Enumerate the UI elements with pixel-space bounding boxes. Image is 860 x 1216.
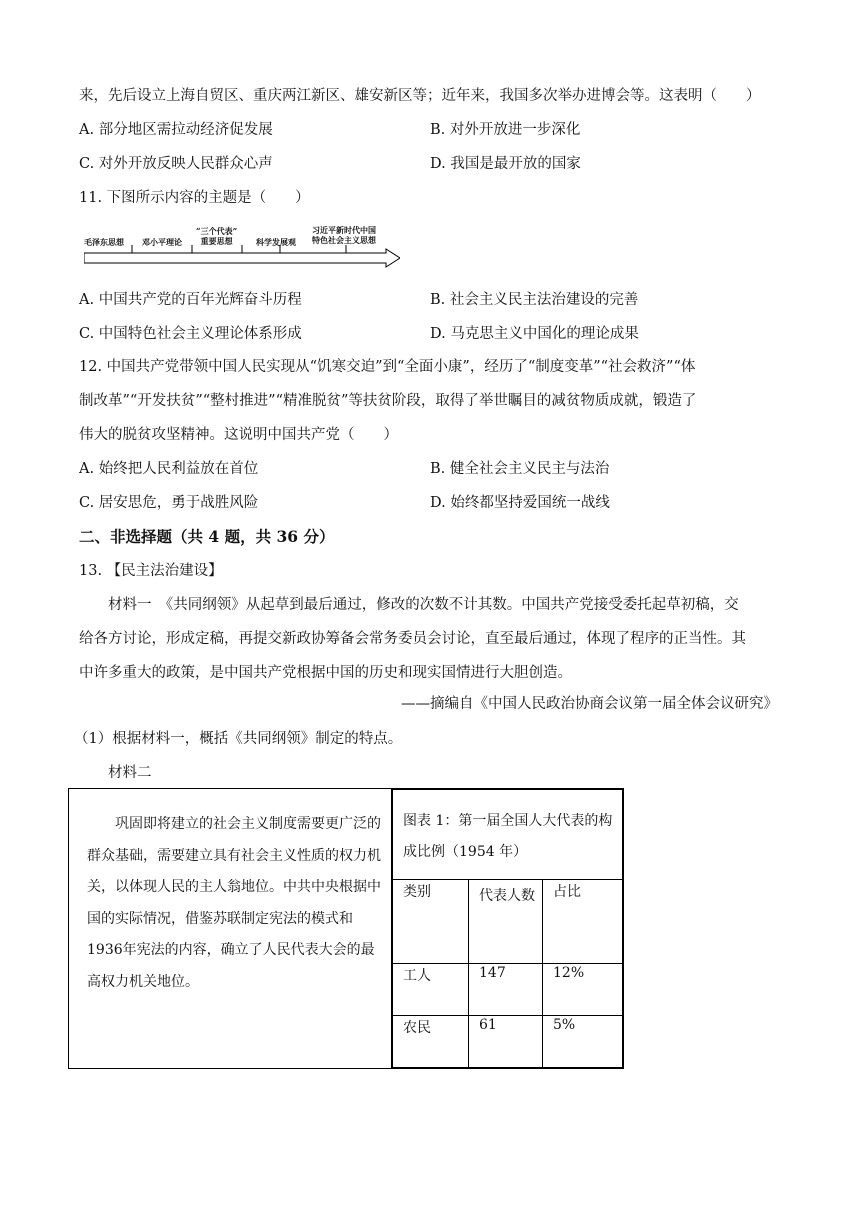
header-count: 代表人数 — [469, 880, 543, 964]
q10-option-a: A. 部分地区需拉动经济促发展 — [79, 122, 273, 138]
q12-option-b: B. 健全社会主义民主与法治 — [430, 461, 610, 477]
q12-option-c: C. 居安思危，勇于战胜风险 — [79, 495, 259, 511]
material-1-source: ——摘编自《中国人民政治协商会议第一届全体会议研究》 — [401, 696, 778, 712]
row-peasants-share: 5% — [543, 1016, 623, 1068]
q11-option-d: D. 马克思主义中国化的理论成果 — [430, 326, 639, 342]
q13-title: 13. 【民主法治建设】 — [79, 563, 223, 579]
row-workers-share: 12% — [543, 964, 623, 1016]
q10-option-b: B. 对外开放进一步深化 — [430, 122, 581, 138]
q12-option-d: D. 始终都坚持爱国统一战线 — [430, 495, 610, 511]
timeline-label-xi-thought: 习近平新时代中国 特色社会主义思想 — [312, 225, 376, 245]
material-1-line-3: 中许多重大的政策，是中国共产党根据中国的历史和现实国情进行大胆创造。 — [79, 665, 572, 681]
timeline-label-deng: 邓小平理论 — [142, 237, 182, 247]
table-row — [393, 1016, 623, 1068]
timeline-label-three-represents: “三个代表” 重要思想 — [196, 226, 238, 246]
q12-stem-line-3: 伟大的脱贫攻坚精神。这说明中国共产党（ ） — [79, 427, 398, 443]
material-2-label: 材料二 — [108, 765, 152, 781]
theory-timeline-figure — [84, 223, 400, 271]
material-2-table — [68, 788, 624, 1069]
table-caption: 图表 1：第一届全国人大代表的构成比例（1954 年） — [393, 790, 623, 880]
q11-stem: 11. 下图所示内容的主题是（ ） — [79, 190, 310, 206]
delegate-composition-table — [392, 789, 623, 1068]
q11-option-b: B. 社会主义民主法治建设的完善 — [430, 292, 639, 308]
row-peasants-count: 61 — [469, 1016, 543, 1068]
table-row — [393, 964, 623, 1016]
timeline-label-mao: 毛泽东思想 — [84, 237, 124, 247]
section-heading: 二、非选择题（共 4 题，共 36 分） — [79, 527, 335, 546]
q10-option-d: D. 我国是最开放的国家 — [430, 156, 581, 172]
header-share: 占比 — [543, 880, 623, 964]
q11-option-c: C. 中国特色社会主义理论体系形成 — [79, 326, 302, 342]
row-peasants-category: 农民 — [393, 1016, 469, 1068]
q12-option-a: A. 始终把人民利益放在首位 — [79, 461, 259, 477]
q11-option-a: A. 中国共产党的百年光辉奋斗历程 — [79, 292, 302, 308]
q13-subquestion-1: （1）根据材料一，概括《共同纲领》制定的特点。 — [74, 731, 403, 747]
material-1-line-2: 给各方讨论，形成定稿，再提交新政协筹备会常务委员会讨论，直至最后通过，体现了程序的正当性。其 — [79, 631, 746, 647]
q10-option-c: C. 对外开放反映人民群众心声 — [79, 156, 273, 172]
q12-stem-line-2: 制改革”“开发扶贫”“整村推进”“精准脱贫”等扶贫阶段，取得了举世瞩目的减贫物质成就，锻造了 — [79, 393, 697, 409]
row-workers-category: 工人 — [393, 964, 469, 1016]
material-1-line-1: 材料一 《共同纲领》从起草到最后通过，修改的次数不计其数。中国共产党接受委托起草初稿，交 — [108, 597, 739, 613]
q12-stem-line-1: 12. 中国共产党带领中国人民实现从“饥寒交迫”到“全面小康”，经历了“制度变革”“社会救济”“体 — [79, 359, 696, 375]
q10-stem-tail: 来，先后设立上海自贸区、重庆两江新区、雄安新区等；近年来，我国多次举办进博会等。这表明（ ） — [79, 88, 761, 104]
timeline-label-scientific-outlook: 科学发展观 — [256, 237, 296, 247]
material-2-text: 巩固即将建立的社会主义制度需要更广泛的群众基础，需要建立具有社会主义性质的权力机关，以体现人民的主人翁地位。中共中央根据中国的实际情况，借鉴苏联制定宪法的模式和1936年宪法的内容，确立了人民代表大会的最高权力机关地位。 — [69, 789, 392, 1069]
header-category: 类别 — [393, 880, 469, 964]
row-workers-count: 147 — [469, 964, 543, 1016]
